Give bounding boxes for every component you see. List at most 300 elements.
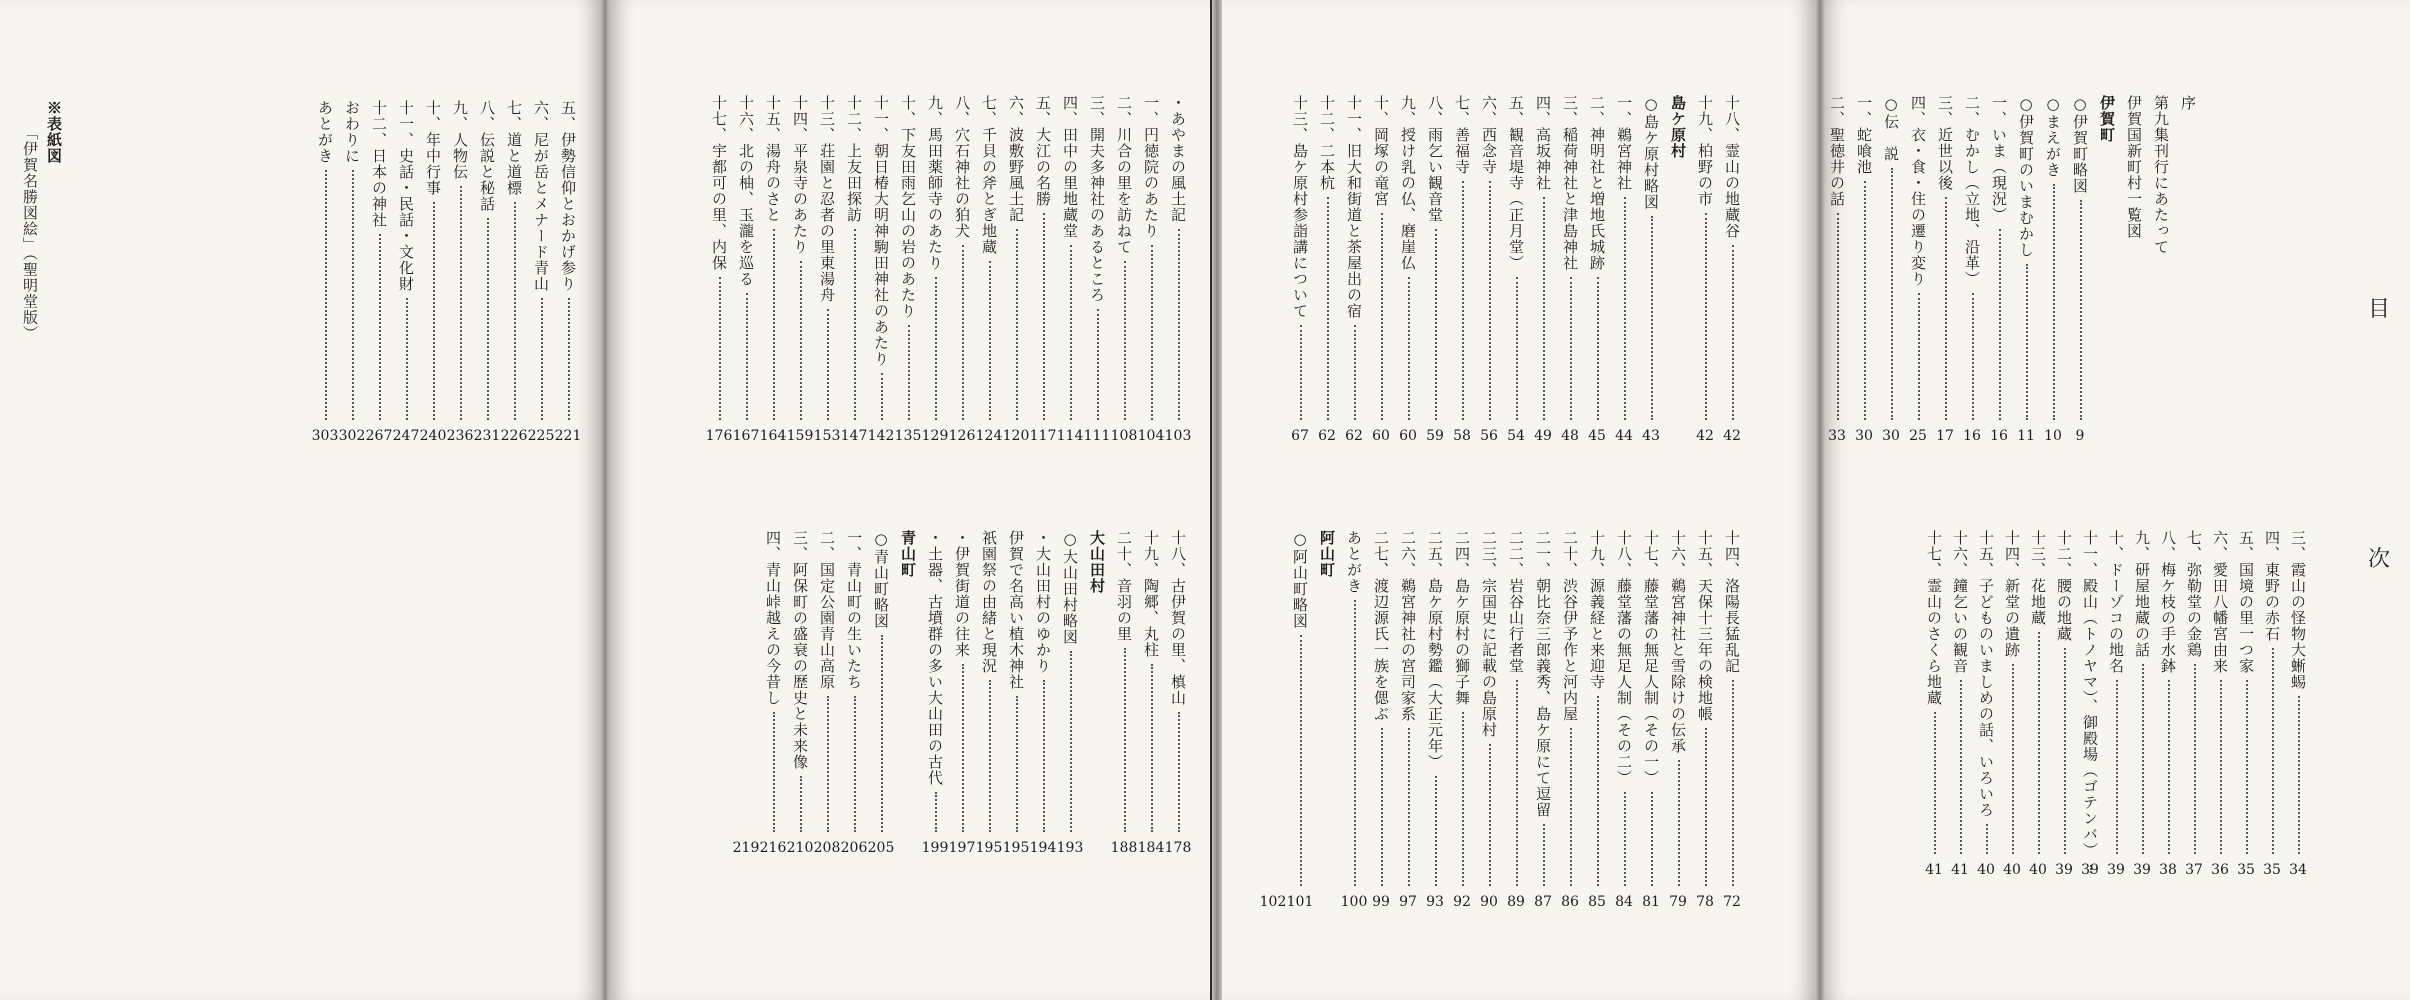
toc-page-number: 159	[786, 428, 814, 444]
toc-page-number: 176	[705, 428, 733, 444]
toc-entry	[817, 530, 838, 832]
toc-leader-dots	[2168, 680, 2170, 854]
toc-entry-title: 四、東野の赤石	[2263, 530, 2281, 642]
toc-page-number: 90	[1480, 894, 1498, 910]
toc-page-number: 30	[1882, 428, 1900, 444]
toc-entry	[1452, 95, 1473, 420]
toc-entry-title: 十三、荘園と忍者の里東湯舟	[818, 95, 836, 303]
toc-leader-dots	[1097, 309, 1099, 420]
toc-page-number: 303	[311, 428, 339, 444]
toc-page-number: 216	[759, 840, 787, 856]
toc-entry	[1168, 530, 1189, 832]
toc-page-number: 60	[1372, 428, 1390, 444]
toc-leader-dots	[1732, 680, 1734, 886]
toc-entry	[450, 100, 471, 420]
toc-entry-title: 伊賀町	[2098, 95, 2116, 143]
toc-leader-dots	[1705, 728, 1707, 886]
toc-page-number: 184	[1137, 840, 1165, 856]
toc-leader-dots	[1624, 792, 1626, 886]
toc-page-number: 120	[1002, 428, 1030, 444]
toc-entry	[1114, 530, 1135, 832]
toc-page-number: 302	[338, 428, 366, 444]
toc-entry-title: 九、馬田薬師寺のあたり	[926, 95, 944, 271]
toc-entry	[2132, 530, 2153, 854]
toc-leader-dots	[2142, 664, 2144, 854]
toc-entry-title: 十二、上友田探訪	[845, 95, 863, 223]
toc-leader-dots	[1124, 261, 1126, 420]
toc-leader-dots	[989, 680, 991, 832]
toc-entry-title: 七、千貝の斧とぎ地蔵	[980, 95, 998, 255]
toc-entry-title: 十一、朝日椿大明神駒田神社のあたり	[872, 95, 890, 367]
toc-entry-title: 祇園祭の由緒と現況	[980, 530, 998, 674]
toc-entry-title: あとがき	[316, 100, 334, 164]
toc-leader-dots	[2246, 680, 2248, 854]
toc-page-number: 210	[786, 840, 814, 856]
toc-entry	[1722, 95, 1743, 420]
toc-entry-title: 第九集刊行にあたって	[2152, 95, 2170, 255]
toc-entry	[369, 100, 390, 420]
toc-entry-title: 九、人物伝	[451, 100, 469, 180]
toc-entry-title: 十、岡塚の竜宮	[1372, 95, 1390, 207]
toc-entry-title: おわりに	[343, 100, 361, 164]
toc-entry	[531, 100, 552, 420]
toc-entry	[1290, 95, 1311, 420]
toc-entry-title: 二、川合の里を訪ねて	[1115, 95, 1133, 255]
toc-page-number: 147	[840, 428, 868, 444]
toc-leader-dots	[1651, 216, 1653, 420]
toc-page-number: 117	[1029, 428, 1057, 444]
toc-leader-dots	[2038, 632, 2040, 854]
toc-entry-title: 十九、柏野の市	[1696, 95, 1714, 207]
toc-entry	[1452, 530, 1473, 886]
toc-entry-title: 七、弥勒堂の金鶏	[2185, 530, 2203, 658]
toc-entry	[1033, 530, 1054, 832]
toc-page-number: 35	[2263, 862, 2281, 878]
toc-entry-title: ○青山町略図	[872, 530, 890, 629]
toc-entry	[2236, 530, 2257, 854]
toc-entry	[423, 100, 444, 420]
toc-entry	[2178, 95, 2199, 111]
toc-page-number: 40	[2029, 862, 2047, 878]
toc-entry-title: 七、道と道標	[505, 100, 523, 196]
toc-entry-title: 一、青山町の生いたち	[845, 530, 863, 690]
toc-entry-title: 十一、史話・民話・文化財	[397, 100, 415, 292]
toc-leader-dots	[1462, 181, 1464, 420]
toc-leader-dots	[881, 635, 883, 832]
toc-entry	[1479, 95, 1500, 420]
toc-page-number: 221	[554, 428, 582, 444]
toc-page-number: 93	[1426, 894, 1444, 910]
toc-entry	[1114, 95, 1135, 420]
toc-entry	[898, 530, 919, 578]
toc-entry-title: 六、西念寺	[1480, 95, 1498, 175]
toc-leader-dots	[1435, 776, 1437, 886]
toc-page-number: 208	[813, 840, 841, 856]
toc-leader-dots	[935, 792, 937, 832]
toc-page-number: 33	[1828, 428, 1846, 444]
toc-entry-title: 十二、二本杭	[1318, 95, 1336, 191]
toc-leader-dots	[962, 245, 964, 420]
toc-entry-title: 九、授け乳の仏、磨崖仏	[1399, 95, 1417, 271]
toc-entry	[871, 530, 892, 832]
toc-leader-dots	[1837, 213, 1839, 420]
toc-entry-title: 六、波敷野風土記	[1007, 95, 1025, 223]
toc-entry	[1087, 530, 1108, 594]
toc-page-number: 41	[1925, 862, 1943, 878]
toc-entry-title: 十六、鵜宮神社と雪除けの伝承	[1669, 530, 1687, 754]
toc-entry	[1950, 530, 1971, 854]
toc-page-number: 38	[2159, 862, 2177, 878]
toc-entry	[1506, 95, 1527, 420]
toc-page-number: 11	[2017, 428, 2035, 444]
toc-entry	[1533, 530, 1554, 886]
toc-leader-dots	[827, 696, 829, 832]
toc-entry	[844, 530, 865, 832]
toc-leader-dots	[962, 664, 964, 832]
toc-entry	[1425, 530, 1446, 886]
toc-page-number: 58	[1453, 428, 1471, 444]
toc-page-number: 236	[446, 428, 474, 444]
toc-entry-title: 二十、音羽の里	[1115, 530, 1133, 642]
toc-leader-dots	[487, 218, 489, 420]
toc-leader-dots	[541, 298, 543, 420]
toc-page-number: 9	[2075, 428, 2085, 444]
toc-entry-title: 十二、腰の地蔵	[2055, 530, 2073, 642]
toc-leader-dots	[460, 186, 462, 420]
toc-entry-title: 二、聖徳井の話	[1828, 95, 1846, 207]
toc-page-number: 85	[1588, 894, 1606, 910]
toc-page-number: 99	[1372, 894, 1390, 910]
toc-entry	[979, 95, 1000, 420]
toc-entry-title: 八、梅ケ枝の手水鉢	[2159, 530, 2177, 674]
toc-entry-title: 十四、平泉寺のあたり	[791, 95, 809, 255]
toc-entry-title: ・あやまの風土記	[1169, 95, 1187, 223]
toc-entry-title: 十一、殿山（トノヤマ）、御殿場（ゴテンバ）	[2081, 530, 2099, 859]
toc-entry	[1976, 530, 1997, 854]
toc-entry-title: 三、開夫多神社のあるところ	[1088, 95, 1106, 303]
toc-entry-title: 十七、藤堂藩の無足人制（その一）	[1642, 530, 1660, 786]
toc-page-number: 226	[500, 428, 528, 444]
toc-page-number: 39	[2055, 862, 2073, 878]
toc-page-number: 84	[1615, 894, 1633, 910]
toc-leader-dots	[1891, 168, 1893, 420]
toc-page-number: 44	[1615, 428, 1633, 444]
toc-leader-dots	[1960, 680, 1962, 854]
toc-leader-dots	[1124, 648, 1126, 832]
toc-entry-title: 八、雨乞い観音堂	[1426, 95, 1444, 223]
toc-leader-dots	[1381, 213, 1383, 420]
toc-entry	[1533, 95, 1554, 420]
toc-leader-dots	[1570, 728, 1572, 886]
toc-leader-dots	[514, 202, 516, 420]
toc-entry	[2151, 95, 2172, 255]
toc-entry	[2184, 530, 2205, 854]
toc-entry	[925, 95, 946, 420]
toc-page-number: 267	[365, 428, 393, 444]
toc-page-number: 206	[840, 840, 868, 856]
toc-leader-dots	[1986, 824, 1988, 854]
toc-entry-title: ○伝 説	[1882, 95, 1900, 162]
toc-leader-dots	[1543, 197, 1545, 420]
toc-entry	[2028, 530, 2049, 854]
toc-leader-dots	[1178, 712, 1180, 832]
toc-entry	[1641, 95, 1662, 420]
toc-page-number: 35	[2237, 862, 2255, 878]
toc-title-bottom: 次	[2368, 547, 2391, 572]
toc-leader-dots	[1678, 760, 1680, 886]
toc-leader-dots	[2220, 680, 2222, 854]
toc-entry-title: 二一、朝比奈三郎義秀、島ケ原にて逗留	[1534, 530, 1552, 818]
toc-entry	[1908, 95, 1929, 420]
toc-entry-title: 五、国境の里一つ家	[2237, 530, 2255, 674]
toc-entry	[1060, 95, 1081, 420]
toc-leader-dots	[1864, 181, 1866, 420]
toc-entry-title: ○まえがき	[2044, 95, 2062, 178]
toc-leader-dots	[1043, 680, 1045, 832]
toc-entry	[315, 100, 336, 420]
toc-page-number: 39	[2133, 862, 2151, 878]
toc-leader-dots	[1151, 245, 1153, 420]
toc-page-number: 92	[1453, 894, 1471, 910]
toc-leader-dots	[2026, 264, 2028, 420]
toc-entry	[1827, 95, 1848, 420]
toc-entry	[1924, 530, 1945, 854]
toc-entry-title: 島ケ原村	[1669, 95, 1687, 159]
toc-leader-dots	[1178, 229, 1180, 420]
toc-page-number: 108	[1110, 428, 1138, 444]
toc-page-number: 89	[1507, 894, 1525, 910]
toc-leader-dots	[1597, 277, 1599, 420]
toc-page-number: 153	[813, 428, 841, 444]
toc-entry	[2158, 530, 2179, 854]
gutter-right	[1815, 0, 1825, 1000]
toc-entry	[1935, 95, 1956, 420]
toc-page-number: 41	[1951, 862, 1969, 878]
toc-leader-dots	[433, 202, 435, 420]
toc-entry-title: 十八、古伊賀の里、槙山	[1169, 530, 1187, 706]
toc-leader-dots	[379, 234, 381, 420]
toc-entry	[763, 95, 784, 420]
toc-leader-dots	[1624, 197, 1626, 420]
toc-entry-title: 二、神明社と増地氏城跡	[1588, 95, 1606, 271]
toc-entry	[2016, 95, 2037, 420]
toc-entry-title: 十四、洛陽長猛乱記	[1723, 530, 1741, 674]
toc-entry-title: 十二、日本の神社	[370, 100, 388, 228]
toc-entry	[763, 530, 784, 832]
toc-entry	[2080, 530, 2101, 873]
toc-entry-title: 十八、霊山の地蔵谷	[1723, 95, 1741, 239]
toc-leader-dots	[1070, 651, 1072, 832]
toc-leader-dots	[1489, 181, 1491, 420]
toc-entry-title: 八、伝説と秘話	[478, 100, 496, 212]
toc-entry	[1614, 95, 1635, 420]
toc-entry	[1006, 530, 1027, 832]
toc-entry-title: 十五、湯舟のさと	[764, 95, 782, 223]
toc-page-number: 164	[759, 428, 787, 444]
toc-entry	[1033, 95, 1054, 420]
toc-leader-dots	[1570, 277, 1572, 420]
toc-entry-title: 大山田村	[1088, 530, 1106, 594]
toc-page-number: 195	[1002, 840, 1030, 856]
toc-entry	[1641, 530, 1662, 886]
toc-entry-title: 四、高坂神社	[1534, 95, 1552, 191]
toc-entry	[1668, 95, 1689, 159]
toc-entry	[1317, 95, 1338, 420]
toc-entry-title: 十六、北の柚、玉瀧を巡る	[737, 95, 755, 287]
toc-entry	[2070, 95, 2091, 420]
toc-page-number: 194	[1029, 840, 1057, 856]
toc-entry	[1587, 530, 1608, 886]
toc-entry	[1141, 95, 1162, 420]
toc-leader-dots	[881, 373, 883, 420]
toc-entry-title: 十八、藤堂藩の無足人制（その二）	[1615, 530, 1633, 786]
toc-leader-dots	[325, 170, 327, 420]
toc-leader-dots	[800, 261, 802, 420]
toc-entry	[1344, 95, 1365, 420]
toc-leader-dots	[1972, 293, 1974, 420]
toc-entry-title: 二四、島ケ原村の獅子舞	[1453, 530, 1471, 706]
toc-leader-dots	[1918, 293, 1920, 420]
toc-page-number: 16	[1963, 428, 1981, 444]
toc-entry-title: ○大山田村略図	[1061, 530, 1079, 645]
toc-entry	[2124, 95, 2145, 239]
toc-entry	[1614, 530, 1635, 886]
toc-page-number: 39	[2107, 862, 2125, 878]
toc-leader-dots	[568, 298, 570, 420]
toc-leader-dots	[1516, 680, 1518, 886]
toc-entry-title: 十一、旧大和街道と茶屋出の宿	[1345, 95, 1363, 319]
toc-entry-title: 十、ドーゾコの地名	[2107, 530, 2125, 674]
toc-page-number: 25	[1909, 428, 1927, 444]
toc-page-number: 86	[1561, 894, 1579, 910]
toc-entry	[709, 95, 730, 420]
toc-entry-title: ・土器、古墳群の多い大山田の古代	[926, 530, 944, 786]
toc-entry	[342, 100, 363, 420]
toc-entry	[2097, 95, 2118, 143]
cover-note-source: 「伊賀名勝図絵」（聖明堂版）	[21, 125, 39, 342]
toc-page-number: 42	[1696, 428, 1714, 444]
toc-page-number: 37	[2185, 862, 2203, 878]
toc-page-number: 100	[1340, 894, 1368, 910]
toc-page-number: 102	[1259, 894, 1287, 910]
toc-page-number: 60	[1399, 428, 1417, 444]
toc-leader-dots	[2298, 696, 2300, 854]
toc-page-number: 40	[1977, 862, 1995, 878]
toc-entry-title: ・大山田村のゆかり	[1034, 530, 1052, 674]
toc-entry-title: 十、下友田雨乞山の岩のあたり	[899, 95, 917, 319]
toc-page-number: 240	[419, 428, 447, 444]
toc-entry-title: ○阿山町略図	[1291, 530, 1309, 629]
toc-leader-dots	[1151, 664, 1153, 832]
toc-entry-title: 二六、鵜宮神社の宮司家系	[1399, 530, 1417, 722]
toc-entry-title: 十三、島ケ原村参詣講について	[1291, 95, 1309, 319]
toc-entry-title: 二二、岩谷山行者堂	[1507, 530, 1525, 674]
toc-page-number: 197	[948, 840, 976, 856]
cover-note: ※表紙図	[45, 100, 63, 164]
toc-page-number: 231	[473, 428, 501, 444]
toc-leader-dots	[1327, 197, 1329, 420]
toc-entry-title: 五、伊勢信仰とおかげ参り	[559, 100, 577, 292]
toc-entry-title: 六、尼が岳とメナード青山	[532, 100, 550, 292]
toc-entry-title: 八、穴石神社の狛犬	[953, 95, 971, 239]
toc-entry	[1854, 95, 1875, 420]
toc-leader-dots	[854, 229, 856, 420]
toc-entry	[1506, 530, 1527, 886]
toc-entry	[952, 530, 973, 832]
toc-entry	[1962, 95, 1983, 420]
toc-leader-dots	[1651, 792, 1653, 886]
toc-entry	[1722, 530, 1743, 886]
toc-entry	[2106, 530, 2127, 854]
toc-entry	[2262, 530, 2283, 854]
toc-entry-title: 十、年中行事	[424, 100, 442, 196]
toc-leader-dots	[1300, 635, 1302, 886]
toc-page-number: 188	[1110, 840, 1138, 856]
toc-entry	[1168, 95, 1189, 420]
toc-leader-dots	[2194, 664, 2196, 854]
toc-page-number: 142	[867, 428, 895, 444]
toc-entry	[1371, 530, 1392, 886]
toc-leader-dots	[1300, 325, 1302, 420]
toc-page-number: 225	[527, 428, 555, 444]
toc-entry-title: ○伊賀町略図	[2071, 95, 2089, 194]
toc-entry-title: 五、観音堤寺（正月堂）	[1507, 95, 1525, 271]
toc-entry	[979, 530, 1000, 832]
toc-entry-title: 二五、島ケ原村勢鑑（大正元年）	[1426, 530, 1444, 770]
toc-entry	[2002, 530, 2023, 854]
toc-entry-title: 十七、宇都可の里、内保	[710, 95, 728, 271]
toc-page-number: 205	[867, 840, 895, 856]
toc-entry-title: ○伊賀町のいまむかし	[2017, 95, 2035, 258]
toc-leader-dots	[1462, 712, 1464, 886]
toc-leader-dots	[1043, 213, 1045, 420]
toc-entry-title: ○島ケ原村略図	[1642, 95, 1660, 210]
toc-entry-title: 三、阿保町の盛衰の歴史と未来像	[791, 530, 809, 770]
toc-page-number: 59	[1426, 428, 1444, 444]
toc-leader-dots	[908, 325, 910, 420]
toc-leader-dots	[2116, 680, 2118, 854]
toc-leader-dots	[854, 696, 856, 832]
toc-entry-title: 十三、花地蔵	[2029, 530, 2047, 626]
toc-entry-title: 三、近世以後	[1936, 95, 1954, 191]
toc-leader-dots	[1597, 696, 1599, 886]
toc-leader-dots	[2064, 648, 2066, 854]
toc-entry	[817, 95, 838, 420]
toc-entry	[736, 95, 757, 420]
toc-leader-dots	[1999, 229, 2001, 420]
toc-title-top: 目	[2368, 297, 2391, 322]
toc-leader-dots	[1705, 213, 1707, 420]
toc-leader-dots	[1934, 712, 1936, 854]
toc-entry	[1141, 530, 1162, 832]
toc-entry-title: 一、鵜宮神社	[1615, 95, 1633, 191]
toc-entry	[396, 100, 417, 420]
toc-page-number: 62	[1345, 428, 1363, 444]
toc-entry	[1006, 95, 1027, 420]
toc-entry-title: 五、大江の名勝	[1034, 95, 1052, 207]
toc-entry	[558, 100, 579, 420]
toc-entry-title: 十五、天保十三年の検地帳	[1696, 530, 1714, 722]
toc-page-number: 34	[2289, 862, 2307, 878]
toc-leader-dots	[1489, 744, 1491, 886]
toc-leader-dots	[2272, 648, 2274, 854]
toc-entry-title: 伊賀で名高い植木神社	[1007, 530, 1025, 690]
toc-page-number: 36	[2211, 862, 2229, 878]
toc-entry-title: 六、愛田八幡宮由来	[2211, 530, 2229, 674]
toc-entry	[1587, 95, 1608, 420]
toc-page-number: 126	[948, 428, 976, 444]
toc-entry-title: 一、円徳院のあたり	[1142, 95, 1160, 239]
